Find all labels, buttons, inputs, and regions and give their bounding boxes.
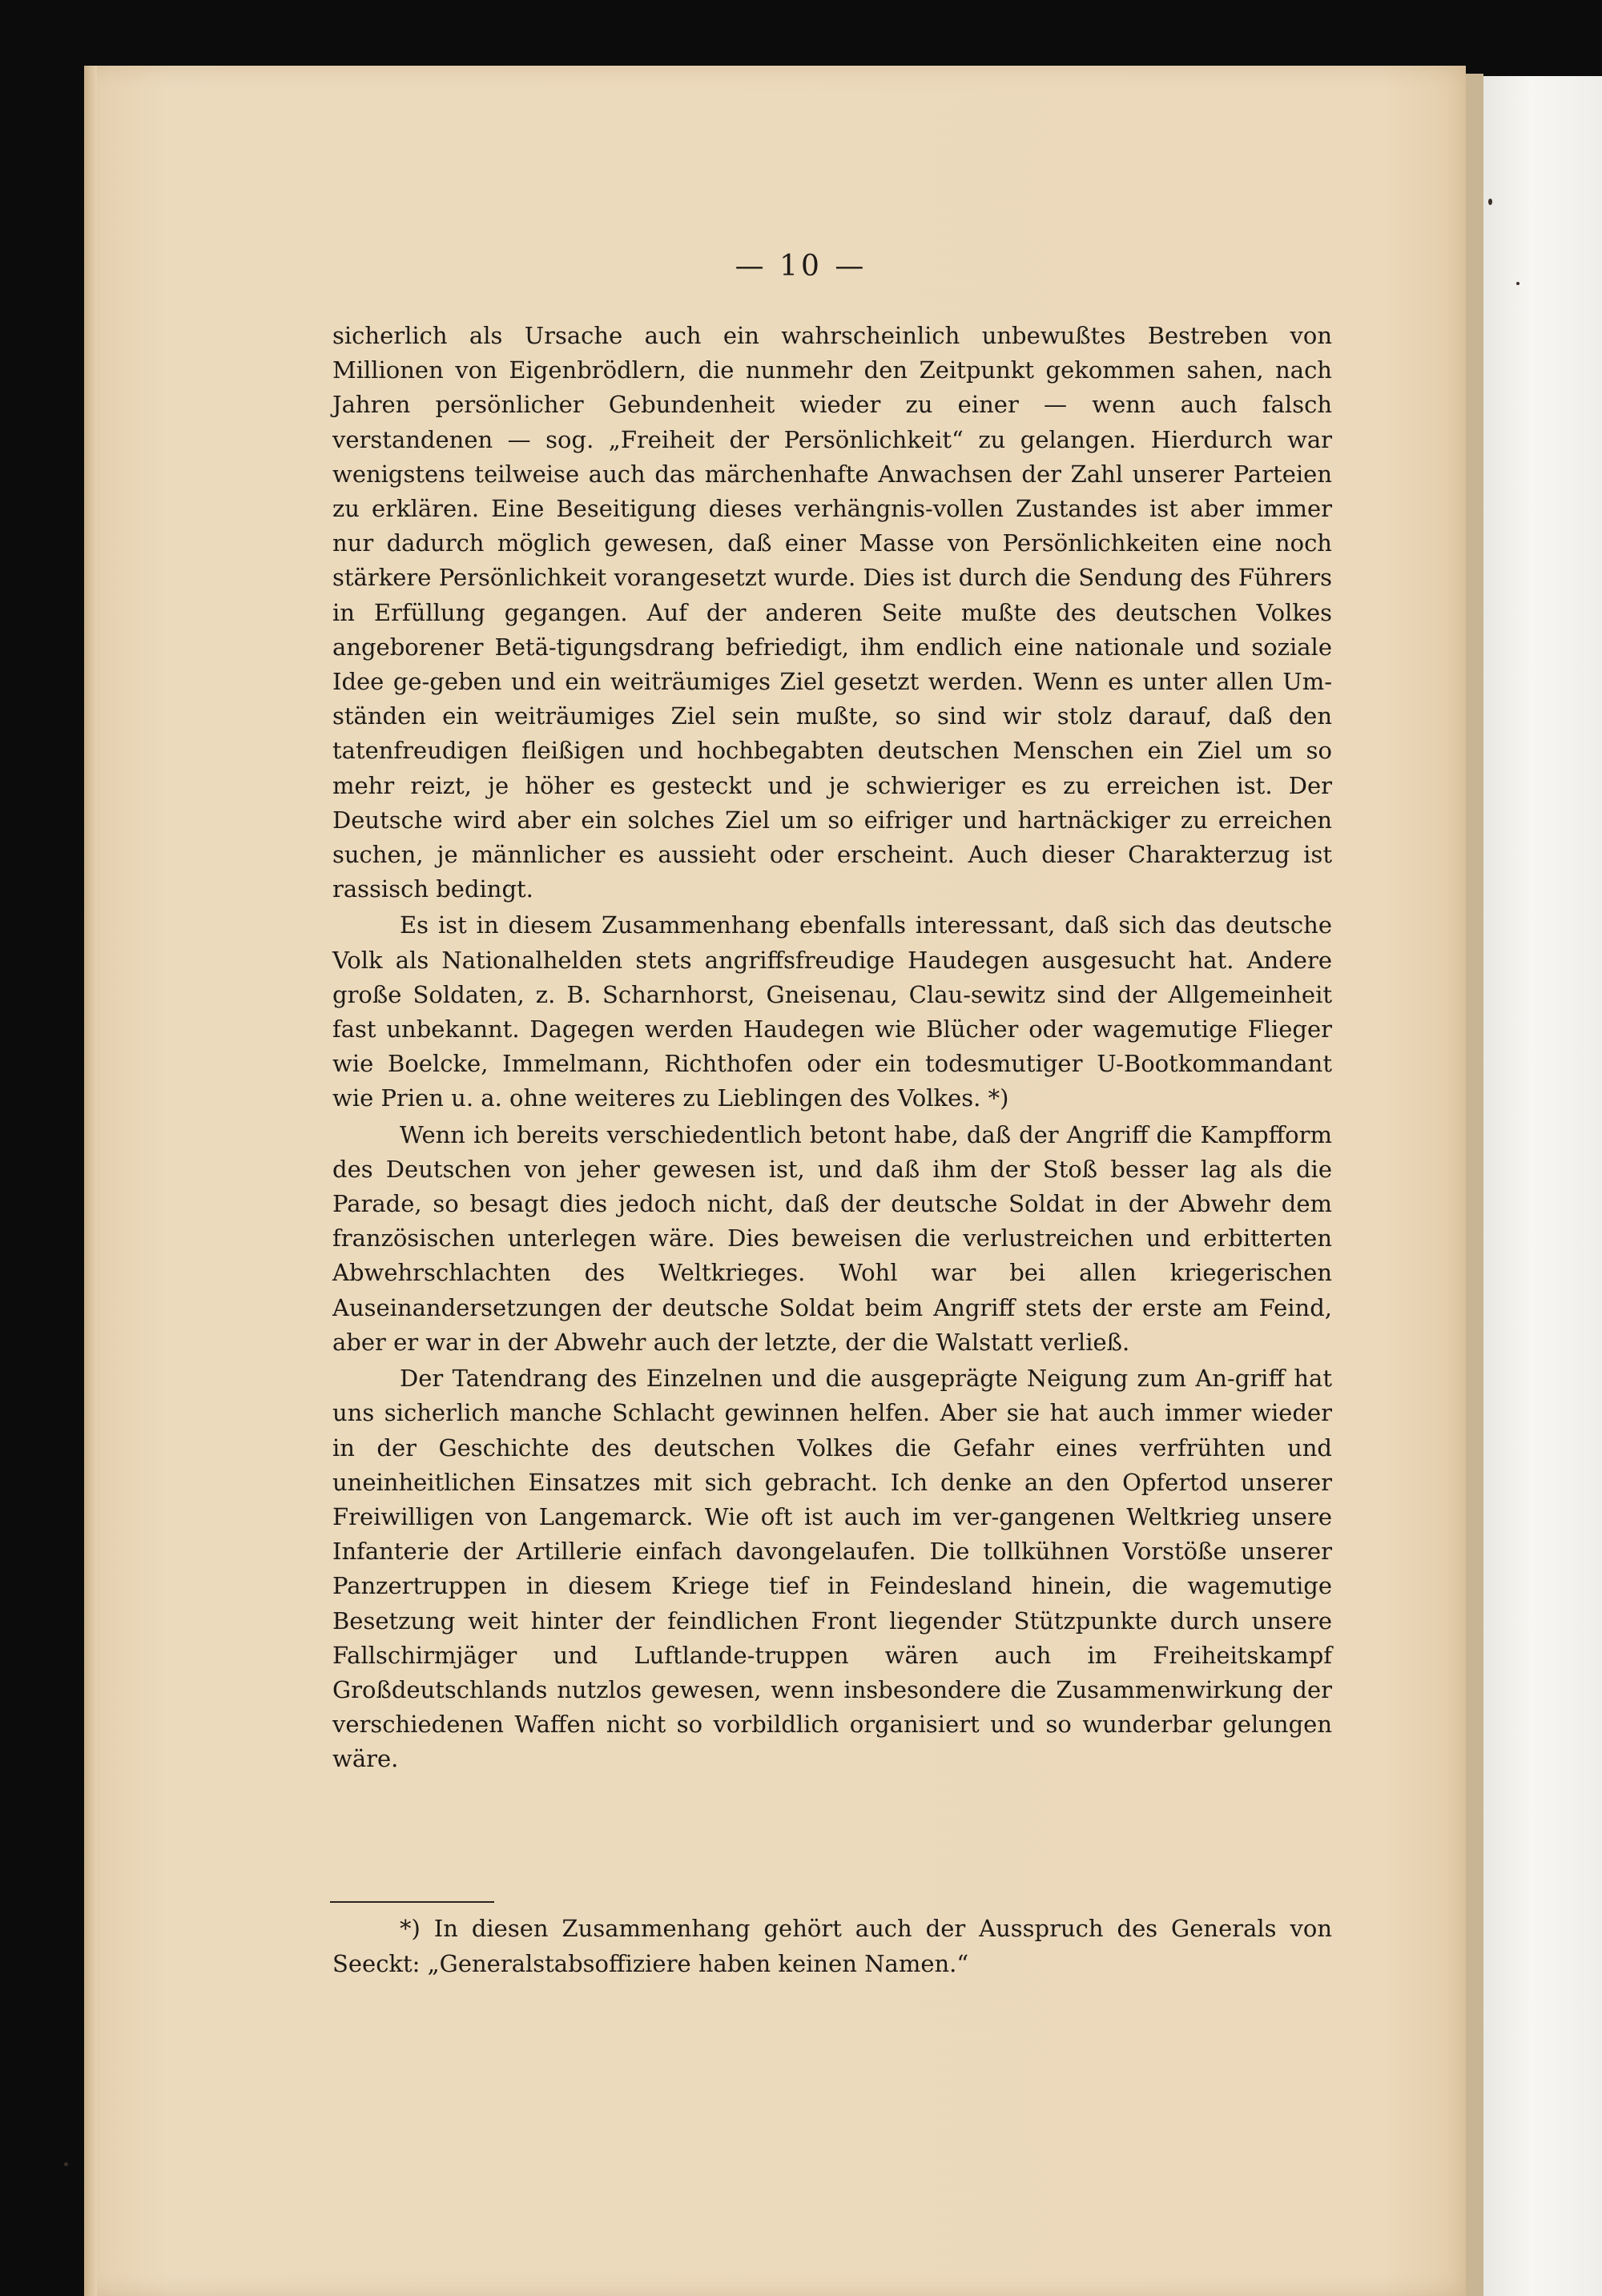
paragraph-2: Es ist in diesem Zusammenhang ebenfalls interessant, daß sich das deutsche Volk als Nationalhelden stets angriffsfreudige Haudegen ausgesucht hat. Andere große Soldaten, z. B. Scharnhorst, Gneisenau, Clau-sewitz sind der Allgemeinheit fast unbekannt. Dagegen werden Haudegen wie Blücher oder wagemutige Flieger wie Boelcke, Immelmann, Richthofen oder ein todesmutiger U-Bootkommandant wie Prien u. a. ohne weiteres zu Lieblingen des Volkes. *) <box>332 911 1332 1112</box>
footnote: *) In diesen Zusammenhang gehört auch der Ausspruch des Generals von Seeckt: „Generalstabsoffiziere haben keinen Namen.“ <box>332 1915 1332 1977</box>
paper-speck <box>64 2162 68 2166</box>
paragraph-3: Wenn ich bereits verschiedentlich betont habe, daß der Angriff die Kampfform des Deutschen von jeher gewesen ist, und daß ihm der Stoß besser lag als die Parade, so besagt dies jedoch nicht, daß der deutsche Soldat in der Abwehr dem französischen unterlegen wäre. Dies beweisen die verlustreichen und erbitterten Abwehrschlachten des Weltkrieges. Wohl war bei allen kriegerischen Auseinandersetzungen der deutsche Soldat beim Angriff stets der erste am Feind, aber er war in der Abwehr auch der letzte, der die Walstatt verließ. <box>332 1120 1332 1356</box>
gutter-binding <box>1466 74 1483 2296</box>
page-edge <box>84 66 97 2296</box>
footnote-divider <box>330 1901 494 1903</box>
paragraph-1: sicherlich als Ursache auch ein wahrscheinlich unbewußtes Bestreben von Millionen von Eigenbrödlern, die nunmehr den Zeitpunkt gekommen sahen, nach Jahren persönlicher Gebundenheit wieder zu einer — wenn auch falsch verstandenen — sog. „Freiheit der Persönlichkeit“ zu gelangen. Hierdurch war wenigstens teilweise auch das märchenhafte Anwachsen der Zahl unserer Parteien zu erklären. Eine Beseitigung dieses verhängnis-vollen Zustandes ist aber immer nur dadurch möglich gewesen, daß einer Masse von Persönlichkeiten eine noch stärkere Persönlichkeit vorangesetzt wurde. Dies ist durch die Sendung des Führers in Erfüllung gegangen. Auf der anderen Seite mußte des deutschen Volkes angeborener Betä-tigungsdrang befriedigt, ihm endlich eine nationale und soziale Idee ge-geben und ein weiträumiges Ziel gesetzt werden. Wenn es unter allen Um-ständen ein weiträumiges Ziel sein mußte, so sind wir stolz darauf, daß den tatenfreudigen fleißigen und hochbegabten deutschen Menschen ein Ziel um so mehr reizt, je höher es gesteckt und je schwieriger es zu erreichen ist. Der Deutsche wird aber ein solches Ziel um so eifriger und hartnäckiger zu erreichen suchen, je männlicher es aussieht oder erscheint. Auch dieser Charakterzug ist rassisch bedingt. <box>332 322 1332 903</box>
paper-speck <box>1516 282 1519 285</box>
binding-tape <box>1483 76 1602 2296</box>
body-text <box>332 319 1332 1779</box>
paragraph-4: Der Tatendrang des Einzelnen und die ausgeprägte Neigung zum An-griff hat uns sicherlich manche Schlacht gewinnen helfen. Aber sie hat auch immer wieder in der Geschichte des deutschen Volkes die Gefahr eines verfrühten und uneinheitlichen Einsatzes mit sich gebracht. Ich denke an den Opfertod unserer Freiwilligen von Langemarck. Wie oft ist auch im ver-gangenen Weltkrieg unsere Infanterie der Artillerie einfach davongelaufen. Die tollkühnen Vorstöße unserer Panzertruppen in diesem Kriege tief in Feindesland hinein, die wagemutige Besetzung weit hinter der feindlichen Front liegender Stützpunkte durch unsere Fallschirmjäger und Luftlande-truppen wären auch im Freiheitskampf Großdeutschlands nutzlos gewesen, wenn insbesondere die Zusammenwirkung der verschiedenen Waffen nicht so vorbildlich organisiert und so wunderbar gelungen wäre. <box>332 1365 1332 1773</box>
paper-speck <box>1488 199 1492 205</box>
page-number: — 10 — <box>735 250 867 283</box>
